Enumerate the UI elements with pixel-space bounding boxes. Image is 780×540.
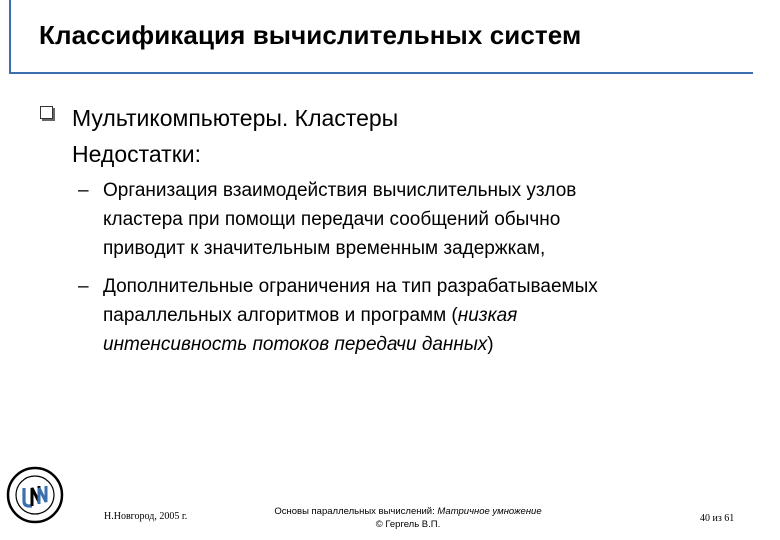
item-1-line-3: приводит к значительным временным задержкам, xyxy=(103,238,546,259)
page-number: 40 из 61 xyxy=(700,513,735,524)
item-2-line-2-plain: параллельных алгоритмов и программ ( xyxy=(103,305,458,326)
footer-location-date: Н.Новгород, 2005 г. xyxy=(104,511,188,522)
footer-course-info xyxy=(228,505,588,531)
dash-marker: – xyxy=(78,180,89,201)
item-2-line-2 xyxy=(103,303,517,328)
item-1-line-1: Организация взаимодействия вычислительных узлов xyxy=(103,180,577,201)
checkbox-bullet-icon xyxy=(40,106,53,119)
item-2-line-3-plain: ) xyxy=(487,334,494,355)
university-logo xyxy=(6,466,64,524)
footer-course-line-1 xyxy=(228,505,588,518)
item-2-line-3-italic: интенсивность потоков передачи данных xyxy=(103,334,488,355)
bullet-heading xyxy=(72,100,398,172)
item-2-line-3 xyxy=(103,332,494,357)
title-left-bar xyxy=(9,0,11,74)
item-1-line-2: кластера при помощи передачи сообщений обычно xyxy=(103,209,561,230)
footer-topic: Матричное умножение xyxy=(437,506,542,517)
item-2-line-1: Дополнительные ограничения на тип разрабатываемых xyxy=(103,276,598,297)
slide-title: Классификация вычислительных систем xyxy=(39,20,582,50)
bullet-line-1: Мультикомпьютеры. Кластеры xyxy=(72,105,399,131)
footer-course-title: Основы параллельных вычислений: xyxy=(274,506,438,517)
item-2-line-2-italic: низкая xyxy=(457,305,518,326)
title-underline xyxy=(9,72,753,74)
bullet-line-2: Недостатки: xyxy=(72,141,202,167)
dash-marker: – xyxy=(78,276,89,297)
footer-author: © Гергель В.П. xyxy=(375,519,441,530)
